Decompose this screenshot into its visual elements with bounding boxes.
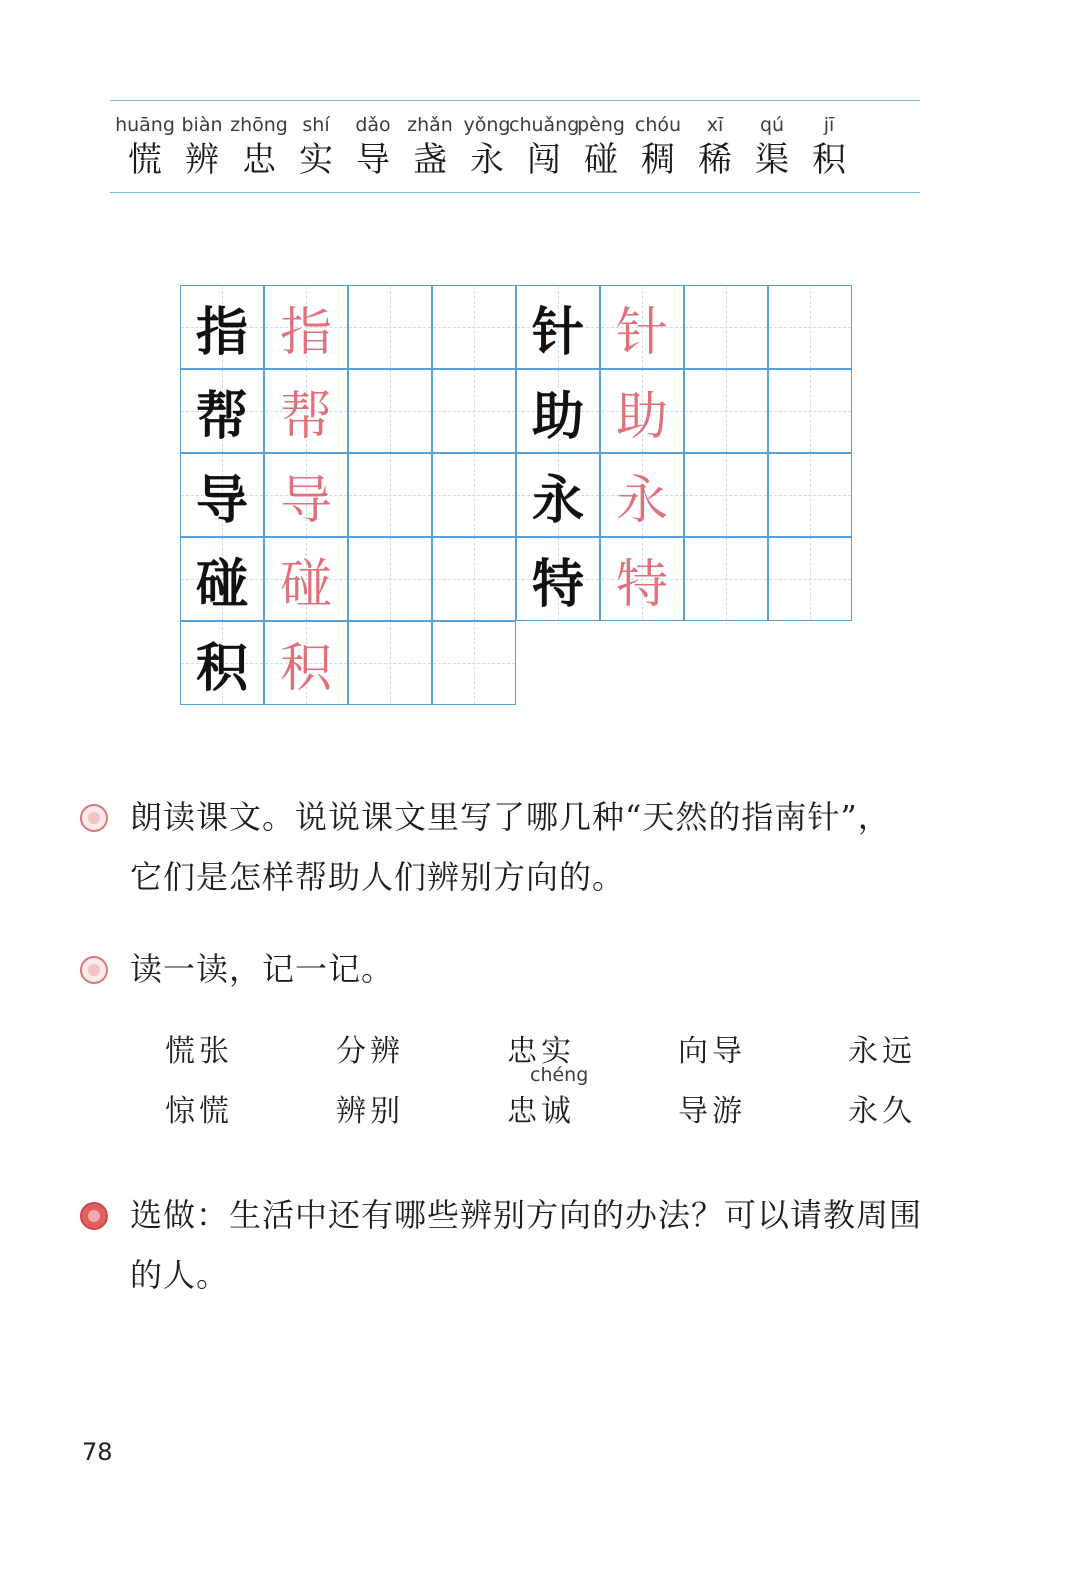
strip-char: 辨 [185,140,219,180]
strip-char: 永 [470,140,504,180]
grid-cell [516,369,600,453]
strip-pinyin: biàn [181,114,223,136]
exercise-line: 读一读，记一记。 [130,950,395,988]
model-char: 针 [531,301,584,363]
lesson-seal-icon [80,956,108,984]
grid-cell [264,453,348,537]
strip-char: 碰 [584,140,618,180]
practice-cell[interactable] [768,453,852,537]
strip-pinyin: shí [302,114,330,136]
grid-cell [600,537,684,621]
grid-cell [264,285,348,369]
model-char: 导 [195,469,248,531]
grid-cell [600,453,684,537]
practice-cell[interactable] [768,285,852,369]
model-char: 特 [531,553,584,615]
strip-pinyin: dǎo [355,114,391,136]
exercise-line: 它们是怎样帮助人们辨别方向的。 [130,858,626,896]
grid-cell [264,537,348,621]
practice-cell[interactable] [348,369,432,453]
word-item: 导游 [678,1094,746,1129]
practice-cell[interactable] [432,285,516,369]
trace-char: 永 [615,470,668,531]
strip-char: 稀 [698,140,732,180]
trace-char: 助 [615,386,668,447]
practice-cell[interactable] [348,285,432,369]
practice-cell[interactable] [348,453,432,537]
practice-cell[interactable] [684,453,768,537]
practice-cell[interactable] [684,537,768,621]
new-character-strip [110,100,920,194]
strip-char: 积 [812,140,846,180]
word-item: 忠实 [507,1034,575,1069]
strip-pinyin: huāng [115,114,175,136]
practice-cell[interactable] [432,537,516,621]
word-item: 惊慌 [165,1094,233,1129]
strip-char: 闯 [527,140,561,180]
word-pinyin-annotation: chéng [530,1064,589,1086]
word-item: 忠诚 [507,1094,575,1129]
exercise-line: 选做：生活中还有哪些辨别方向的办法？可以请教周围 [130,1196,923,1234]
strip-char: 实 [299,140,333,180]
strip-pinyin: pèng [577,114,625,136]
exercise-line: 的人。 [130,1256,230,1294]
trace-char: 特 [615,554,668,615]
model-char: 指 [195,301,248,363]
trace-char: 指 [279,302,332,363]
trace-char: 碰 [279,554,332,615]
strip-pinyin: zhōng [230,114,288,136]
page-number: 78 [82,1438,113,1466]
strip-char: 慌 [128,140,162,180]
grid-cell [180,453,264,537]
strip-pinyin: xī [706,114,724,136]
strip-pinyin: chuǎng [509,114,580,136]
strip-item [794,112,864,182]
strip-char: 渠 [755,140,789,180]
practice-cell[interactable] [768,369,852,453]
practice-cell[interactable] [432,369,516,453]
grid-cell [516,453,600,537]
model-char: 助 [531,385,584,447]
practice-cell[interactable] [684,285,768,369]
practice-cell[interactable] [348,621,432,705]
grid-cell [180,285,264,369]
grid-cell [264,621,348,705]
trace-char: 帮 [279,386,332,447]
model-char: 帮 [195,385,248,447]
strip-pinyin: yǒng [463,114,511,136]
lesson-seal-icon [80,804,108,832]
grid-cell [516,285,600,369]
practice-cell[interactable] [768,537,852,621]
word-item: 向导 [678,1034,746,1069]
model-char: 永 [531,469,584,531]
grid-cell [516,537,600,621]
trace-char: 针 [615,302,668,363]
strip-pinyin: jī [823,114,835,136]
practice-cell[interactable] [432,453,516,537]
word-item: 永远 [848,1034,916,1069]
exercise-read-remember [80,938,980,1000]
trace-char: 积 [279,638,332,699]
exercise-line: 朗读课文。说说课文里写了哪几种“天然的指南针”， [130,798,891,836]
exercise-read-text [80,786,980,916]
strip-pinyin: chóu [634,114,682,136]
model-char: 积 [195,637,248,699]
grid-cell [600,285,684,369]
strip-char: 导 [356,140,390,180]
strip-char: 盏 [413,140,447,180]
word-item: 辨别 [336,1094,404,1129]
word-item: 永久 [848,1094,916,1129]
word-item: 慌张 [165,1034,233,1069]
model-char: 碰 [195,553,248,615]
optional-seal-icon [80,1202,108,1230]
trace-char: 导 [279,470,332,531]
strip-top-rule [110,100,920,101]
grid-cell [264,369,348,453]
exercise-optional [80,1184,980,1314]
strip-char: 忠 [242,140,276,180]
grid-cell [600,369,684,453]
grid-cell [180,537,264,621]
grid-cell [180,369,264,453]
strip-pinyin: qú [759,114,785,136]
strip-bottom-rule [110,192,920,193]
practice-cell[interactable] [684,369,768,453]
practice-cell[interactable] [432,621,516,705]
word-item: 分辨 [336,1034,404,1069]
grid-cell [180,621,264,705]
strip-pinyin: zhǎn [407,114,453,136]
strip-char: 稠 [641,140,675,180]
practice-cell[interactable] [348,537,432,621]
